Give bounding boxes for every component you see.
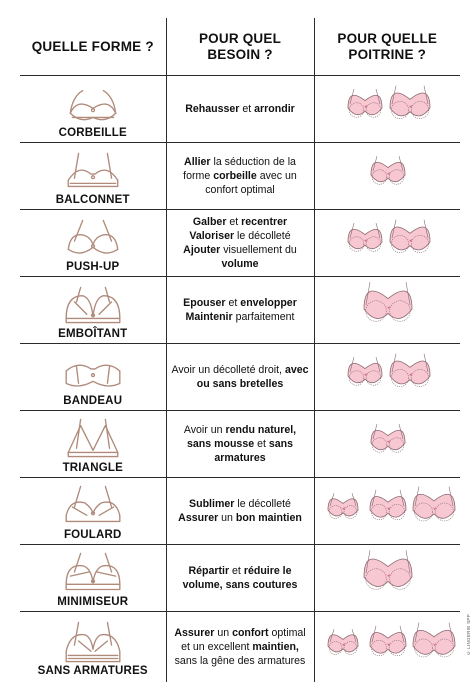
- need-emphasis: avec: [285, 364, 309, 376]
- need-emphasis: Assurer: [178, 512, 218, 524]
- need-cell: [166, 76, 314, 143]
- shape-cell: [20, 411, 166, 478]
- copyright-note: © LINGERIE SPP: [466, 614, 471, 656]
- need-line: [167, 155, 314, 169]
- table-row: [20, 277, 460, 344]
- bandeau-bra-icon: [20, 350, 166, 394]
- need-line: [167, 257, 314, 271]
- shape-cell: [20, 344, 166, 411]
- shape-label: BANDEAU: [20, 395, 166, 407]
- need-text: et: [239, 103, 254, 115]
- need-emphasis: Rehausser: [185, 103, 239, 115]
- table-row: [20, 545, 460, 612]
- chest-cell: [314, 210, 460, 277]
- chest-cell: [314, 612, 460, 682]
- need-line: [167, 310, 314, 324]
- need-emphasis: rendu naturel,: [225, 424, 296, 436]
- need-text: et: [229, 565, 244, 577]
- need-text: et: [226, 216, 241, 228]
- bra-guide-table: [20, 18, 460, 682]
- shape-label: SANS ARMATURES: [20, 665, 166, 677]
- need-emphasis: réduire le: [244, 565, 292, 577]
- table-row: [20, 612, 460, 682]
- emboitant-bra-icon: [20, 283, 166, 327]
- minimiseur-bra-icon: [20, 551, 166, 595]
- need-cell: [166, 612, 314, 682]
- header-need: POUR QUEL BESOIN ?: [166, 18, 314, 76]
- need-emphasis: sans mousse: [187, 438, 254, 450]
- header-row: [20, 18, 460, 76]
- table-row: [20, 344, 460, 411]
- one-chest-large-icon: [315, 279, 461, 341]
- need-emphasis: Ajouter: [183, 244, 220, 256]
- need-line: [167, 229, 314, 243]
- shape-label: CORBEILLE: [20, 127, 166, 139]
- need-text: visuellement du: [220, 244, 297, 256]
- need-text: optimal: [269, 627, 306, 639]
- table-row: [20, 76, 460, 143]
- need-text: sans la gêne des armatures: [175, 655, 306, 667]
- need-emphasis: corbeille: [213, 170, 257, 182]
- need-emphasis: Sublimer: [189, 498, 234, 510]
- need-line: [167, 654, 314, 668]
- need-text: forme: [183, 170, 213, 182]
- need-text: parfaitement: [233, 311, 295, 323]
- table-row: [20, 143, 460, 210]
- need-text: la séduction de la: [211, 156, 296, 168]
- chest-cell: [314, 277, 460, 344]
- triangle-bra-icon: [20, 417, 166, 461]
- chest-cell: [314, 76, 460, 143]
- shape-cell: [20, 612, 166, 682]
- need-cell: [166, 545, 314, 612]
- need-cell: [166, 478, 314, 545]
- chest-cell: [314, 143, 460, 210]
- three-chests-icon: [315, 616, 461, 678]
- one-chest-small-icon: [315, 145, 461, 207]
- table-row: [20, 411, 460, 478]
- need-line: [167, 363, 314, 377]
- chest-cell: [314, 545, 460, 612]
- need-line: [167, 296, 314, 310]
- two-chests-medium-icon: [315, 346, 461, 408]
- need-line: [167, 640, 314, 654]
- need-text: Avoir un: [184, 424, 226, 436]
- foulard-bra-icon: [20, 484, 166, 528]
- table-row: [20, 210, 460, 277]
- need-text: un: [218, 512, 236, 524]
- shape-label: MINIMISEUR: [20, 596, 166, 608]
- shape-cell: [20, 143, 166, 210]
- need-text: un: [214, 627, 232, 639]
- balconnet-bra-icon: [20, 149, 166, 193]
- chest-cell: [314, 478, 460, 545]
- need-emphasis: Répartir: [188, 565, 229, 577]
- need-emphasis: maintien,: [252, 641, 299, 653]
- need-text: et: [254, 438, 269, 450]
- need-line: [167, 511, 314, 525]
- need-line: [167, 169, 314, 183]
- need-emphasis: Maintenir: [186, 311, 233, 323]
- need-emphasis: confort: [232, 627, 268, 639]
- need-emphasis: sans: [269, 438, 293, 450]
- three-chests-icon: [315, 480, 461, 542]
- need-emphasis: ou sans bretelles: [197, 378, 284, 390]
- push-up-bra-icon: [20, 216, 166, 260]
- need-emphasis: volume: [221, 258, 258, 270]
- need-text: et: [226, 297, 241, 309]
- need-line: [167, 497, 314, 511]
- shape-cell: [20, 545, 166, 612]
- need-emphasis: Valoriser: [189, 230, 234, 242]
- shape-label: EMBOÎTANT: [20, 328, 166, 340]
- shape-cell: [20, 76, 166, 143]
- header-shape: QUELLE FORME ?: [20, 18, 166, 76]
- need-line: [167, 102, 314, 116]
- sans-armatures-bra-icon: [20, 620, 166, 664]
- need-cell: [166, 411, 314, 478]
- need-line: [167, 215, 314, 229]
- shape-label: FOULARD: [20, 529, 166, 541]
- shape-label: PUSH-UP: [20, 261, 166, 273]
- need-line: [167, 564, 314, 578]
- need-line: [167, 578, 314, 592]
- shape-cell: [20, 210, 166, 277]
- need-emphasis: armatures: [214, 452, 265, 464]
- need-line: [167, 423, 314, 437]
- shape-cell: [20, 277, 166, 344]
- need-emphasis: envelopper: [240, 297, 297, 309]
- chest-cell: [314, 411, 460, 478]
- need-emphasis: Assurer: [174, 627, 214, 639]
- need-line: [167, 377, 314, 391]
- two-chests-medium-icon: [315, 212, 461, 274]
- header-chest: POUR QUELLE POITRINE ?: [314, 18, 460, 76]
- need-emphasis: volume, sans coutures: [183, 579, 298, 591]
- need-line: [167, 451, 314, 465]
- need-emphasis: Galber: [193, 216, 227, 228]
- need-text: confort optimal: [205, 184, 274, 196]
- one-chest-small-icon: [315, 413, 461, 475]
- need-cell: [166, 210, 314, 277]
- need-text: le décolleté: [234, 498, 291, 510]
- corbeille-bra-icon: [20, 82, 166, 126]
- shape-label: BALCONNET: [20, 194, 166, 206]
- need-cell: [166, 143, 314, 210]
- need-cell: [166, 277, 314, 344]
- need-cell: [166, 344, 314, 411]
- need-emphasis: Allier: [184, 156, 211, 168]
- one-chest-large-icon: [315, 547, 461, 609]
- table-row: [20, 478, 460, 545]
- need-text: et un excellent: [181, 641, 252, 653]
- need-text: le décolleté: [234, 230, 291, 242]
- need-emphasis: Epouser: [183, 297, 225, 309]
- need-line: [167, 437, 314, 451]
- need-emphasis: recentrer: [241, 216, 287, 228]
- shape-cell: [20, 478, 166, 545]
- chest-cell: [314, 344, 460, 411]
- need-line: [167, 243, 314, 257]
- need-line: [167, 183, 314, 197]
- need-emphasis: bon maintien: [236, 512, 302, 524]
- need-text: avec un: [257, 170, 297, 182]
- shape-label: TRIANGLE: [20, 462, 166, 474]
- need-line: [167, 626, 314, 640]
- need-emphasis: arrondir: [254, 103, 295, 115]
- need-text: Avoir un décolleté droit,: [171, 364, 284, 376]
- two-chests-medium-icon: [315, 78, 461, 140]
